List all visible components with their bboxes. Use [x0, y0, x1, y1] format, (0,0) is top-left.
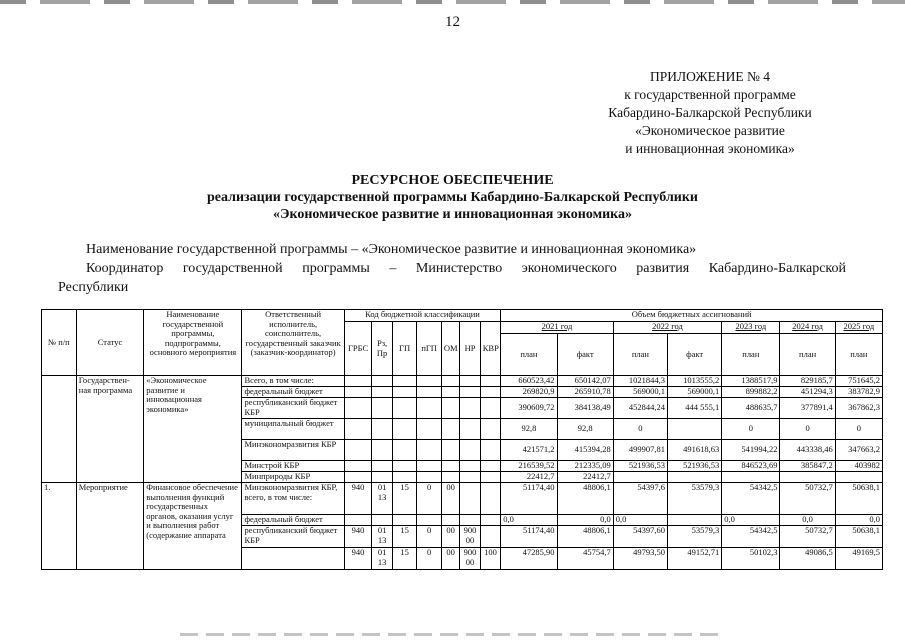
value-cell: 541994,22	[722, 440, 780, 461]
value-cell: 421571,2	[501, 440, 557, 461]
header-budget-code: Код бюджетной классификации	[344, 310, 501, 322]
header-kvr: КВР	[480, 322, 501, 376]
value-cell: 48806,1	[557, 526, 613, 548]
value-cell: 846523,69	[722, 461, 780, 472]
value-cell: 443338,46	[780, 440, 835, 461]
value-cell: 50638,1	[835, 526, 882, 548]
code-cell	[460, 483, 480, 515]
appendix-line: к государственной программе	[624, 87, 796, 102]
appendix-line: Кабардино-Балкарской Республики	[608, 105, 812, 120]
value-cell: 0,0	[557, 515, 613, 526]
resp-cell: муниципальный бюджет	[242, 419, 344, 440]
value-cell: 269820,9	[501, 387, 557, 398]
value-cell: 45754,7	[557, 548, 613, 570]
value-cell: 0,0	[613, 515, 667, 526]
resp-cell: республиканский бюджет КБР	[242, 398, 344, 419]
value-cell: 92,8	[557, 419, 613, 440]
header-rzpr: Рз, Пр	[372, 322, 392, 376]
value-cell: 521936,53	[613, 461, 667, 472]
value-cell: 92,8	[501, 419, 557, 440]
value-cell	[667, 515, 721, 526]
event-status: Мероприятие	[76, 483, 144, 570]
value-cell	[722, 472, 780, 483]
program-num-cell	[42, 376, 77, 483]
value-cell: 0	[722, 419, 780, 440]
header-2021: 2021 год	[501, 322, 614, 334]
scan-bottom-edge	[180, 633, 720, 636]
header-num: № п/п	[42, 310, 77, 376]
code-cell: 100	[480, 548, 501, 570]
value-cell	[667, 472, 721, 483]
appendix-line: и инновационная экономика»	[625, 141, 795, 156]
header-grbs: ГРБС	[344, 322, 372, 376]
value-cell: 50638,1	[835, 483, 882, 515]
value-cell: 51174,40	[501, 526, 557, 548]
code-cell: 00	[441, 526, 459, 548]
value-cell: 383782,9	[835, 387, 882, 398]
value-cell: 49793,50	[613, 548, 667, 570]
resp-cell: федеральный бюджет	[242, 387, 344, 398]
value-cell: 377891,4	[780, 398, 835, 419]
value-cell	[613, 472, 667, 483]
code-cell: 0	[417, 548, 442, 570]
header-2025: 2025 год	[835, 322, 882, 334]
value-cell: 0,0	[780, 515, 835, 526]
value-cell: 47285,90	[501, 548, 557, 570]
value-cell: 49169,5	[835, 548, 882, 570]
title-line: «Экономическое развитие и инновационная экономика»	[272, 207, 633, 222]
header-gp: ГП	[392, 322, 417, 376]
value-cell: 451294,3	[780, 387, 835, 398]
header-plan: план	[501, 334, 557, 376]
value-cell: 499907,81	[613, 440, 667, 461]
value-cell: 50732,7	[780, 526, 835, 548]
value-cell: 0,0	[835, 515, 882, 526]
value-cell: 384138,49	[557, 398, 613, 419]
value-cell: 751645,2	[835, 376, 882, 387]
code-cell: 01 13	[372, 483, 392, 515]
value-cell: 385847,2	[780, 461, 835, 472]
code-cell: 01 13	[372, 526, 392, 548]
title-line: реализации государственной программы Кабардино-Балкарской Республики	[207, 190, 698, 205]
value-cell: 51174,40	[501, 483, 557, 515]
code-cell: 15	[392, 548, 417, 570]
value-cell: 22412,7	[557, 472, 613, 483]
resp-cell	[242, 548, 344, 570]
code-cell: 0	[417, 483, 442, 515]
code-cell: 01 13	[372, 548, 392, 570]
header-2023: 2023 год	[722, 322, 780, 334]
appendix-line: «Экономическое развитие	[635, 123, 785, 138]
value-cell: 491618,63	[667, 440, 721, 461]
coordinator-line: Координатор государственной программы – Министерство экономического развития Кабардино-Балкарской	[86, 261, 846, 276]
appendix-heading	[560, 68, 860, 158]
header-pgp: пГП	[417, 322, 442, 376]
header-fact: факт	[667, 334, 721, 376]
value-cell: 216539,52	[501, 461, 557, 472]
event-num: 1.	[42, 483, 77, 570]
program-info	[58, 240, 846, 297]
value-cell: 53579,3	[667, 483, 721, 515]
value-cell: 569000,1	[613, 387, 667, 398]
header-row	[42, 310, 883, 322]
value-cell: 650142,07	[557, 376, 613, 387]
value-cell: 0	[780, 419, 835, 440]
value-cell	[835, 472, 882, 483]
value-cell: 1021844,3	[613, 376, 667, 387]
document-title	[0, 172, 905, 223]
program-name: «Экономическое развитие и инновационная экономика»	[144, 376, 242, 483]
header-plan: план	[780, 334, 835, 376]
header-name: Наименование государственной программы, подпрограммы, основного мероприятия	[144, 310, 242, 376]
value-cell: 212335,09	[557, 461, 613, 472]
resp-cell: республиканский бюджет КБР	[242, 526, 344, 548]
header-2024: 2024 год	[780, 322, 835, 334]
code-cell: 940	[344, 483, 372, 515]
header-responsible: Ответственный исполнитель, соисполнитель, государственный заказчик (заказчик-координатор)	[242, 310, 344, 376]
value-cell: 829185,7	[780, 376, 835, 387]
value-cell	[780, 472, 835, 483]
program-status: Государствен-ная программа	[76, 376, 144, 483]
value-cell: 367862,3	[835, 398, 882, 419]
appendix-line: ПРИЛОЖЕНИЕ № 4	[649, 69, 771, 84]
value-cell: 49152,71	[667, 548, 721, 570]
value-cell: 50732,7	[780, 483, 835, 515]
header-2022: 2022 год	[613, 322, 721, 334]
resp-cell: Минэкономразвития КБР, всего, в том числе:	[242, 483, 344, 515]
code-cell: 900 00	[460, 548, 480, 570]
page-number: 12	[445, 14, 460, 30]
value-cell: 1388517,9	[722, 376, 780, 387]
resource-table	[41, 309, 883, 570]
value-cell: 265910,78	[557, 387, 613, 398]
value-cell: 53579,3	[667, 526, 721, 548]
code-cell: 0	[417, 526, 442, 548]
value-cell: 0	[613, 419, 667, 440]
value-cell: 444 555,1	[667, 398, 721, 419]
value-cell: 415394,28	[557, 440, 613, 461]
value-cell: 50102,3	[722, 548, 780, 570]
code-cell	[480, 483, 501, 515]
value-cell: 488635,7	[722, 398, 780, 419]
value-cell: 54342,5	[722, 483, 780, 515]
resp-cell: федеральный бюджет	[242, 515, 344, 526]
title-line: РЕСУРСНОЕ ОБЕСПЕЧЕНИЕ	[351, 173, 554, 188]
resp-cell: Минприроды КБР	[242, 472, 344, 483]
value-cell: 390609,72	[501, 398, 557, 419]
value-cell: 1013555,2	[667, 376, 721, 387]
scan-top-edge	[0, 0, 905, 4]
code-cell: 00	[441, 548, 459, 570]
value-cell: 0	[835, 419, 882, 440]
code-cell: 940	[344, 526, 372, 548]
code-cell: 900 00	[460, 526, 480, 548]
table-row	[42, 483, 883, 515]
value-cell: 22412,7	[501, 472, 557, 483]
resp-cell: Минстрой КБР	[242, 461, 344, 472]
value-cell: 48806,1	[557, 483, 613, 515]
value-cell: 54397,6	[613, 483, 667, 515]
header-plan: план	[613, 334, 667, 376]
value-cell: 569000,1	[667, 387, 721, 398]
event-name: Финансовое обеспечение выполнения функций государственных органов, оказания услуг и выполнения работ (содержание аппарата	[144, 483, 242, 570]
resp-cell: Минэкономразвития КБР	[242, 440, 344, 461]
value-cell	[667, 419, 721, 440]
program-name-line: Наименование государственной программы – «Экономическое развитие и инновационная экономика»	[86, 242, 697, 257]
value-cell: 452844,24	[613, 398, 667, 419]
header-om: ОМ	[441, 322, 459, 376]
value-cell: 54342,5	[722, 526, 780, 548]
value-cell: 899882,2	[722, 387, 780, 398]
table-row	[42, 376, 883, 387]
header-np: НР	[460, 322, 480, 376]
value-cell: 0,0	[722, 515, 780, 526]
code-cell: 940	[344, 548, 372, 570]
header-plan: план	[835, 334, 882, 376]
header-plan: план	[722, 334, 780, 376]
value-cell: 660523,42	[501, 376, 557, 387]
value-cell: 521936,53	[667, 461, 721, 472]
code-cell: 15	[392, 526, 417, 548]
value-cell: 347663,2	[835, 440, 882, 461]
header-volume: Объем бюджетных ассигнований	[501, 310, 883, 322]
value-cell: 403982	[835, 461, 882, 472]
code-cell	[480, 526, 501, 548]
header-fact: факт	[557, 334, 613, 376]
value-cell: 54397,60	[613, 526, 667, 548]
value-cell: 49086,5	[780, 548, 835, 570]
code-cell: 15	[392, 483, 417, 515]
header-status: Статус	[76, 310, 144, 376]
value-cell: 0,0	[501, 515, 557, 526]
resp-cell: Всего, в том числе:	[242, 376, 344, 387]
coordinator-line-cont: Республики	[58, 280, 129, 295]
code-cell: 00	[441, 483, 459, 515]
